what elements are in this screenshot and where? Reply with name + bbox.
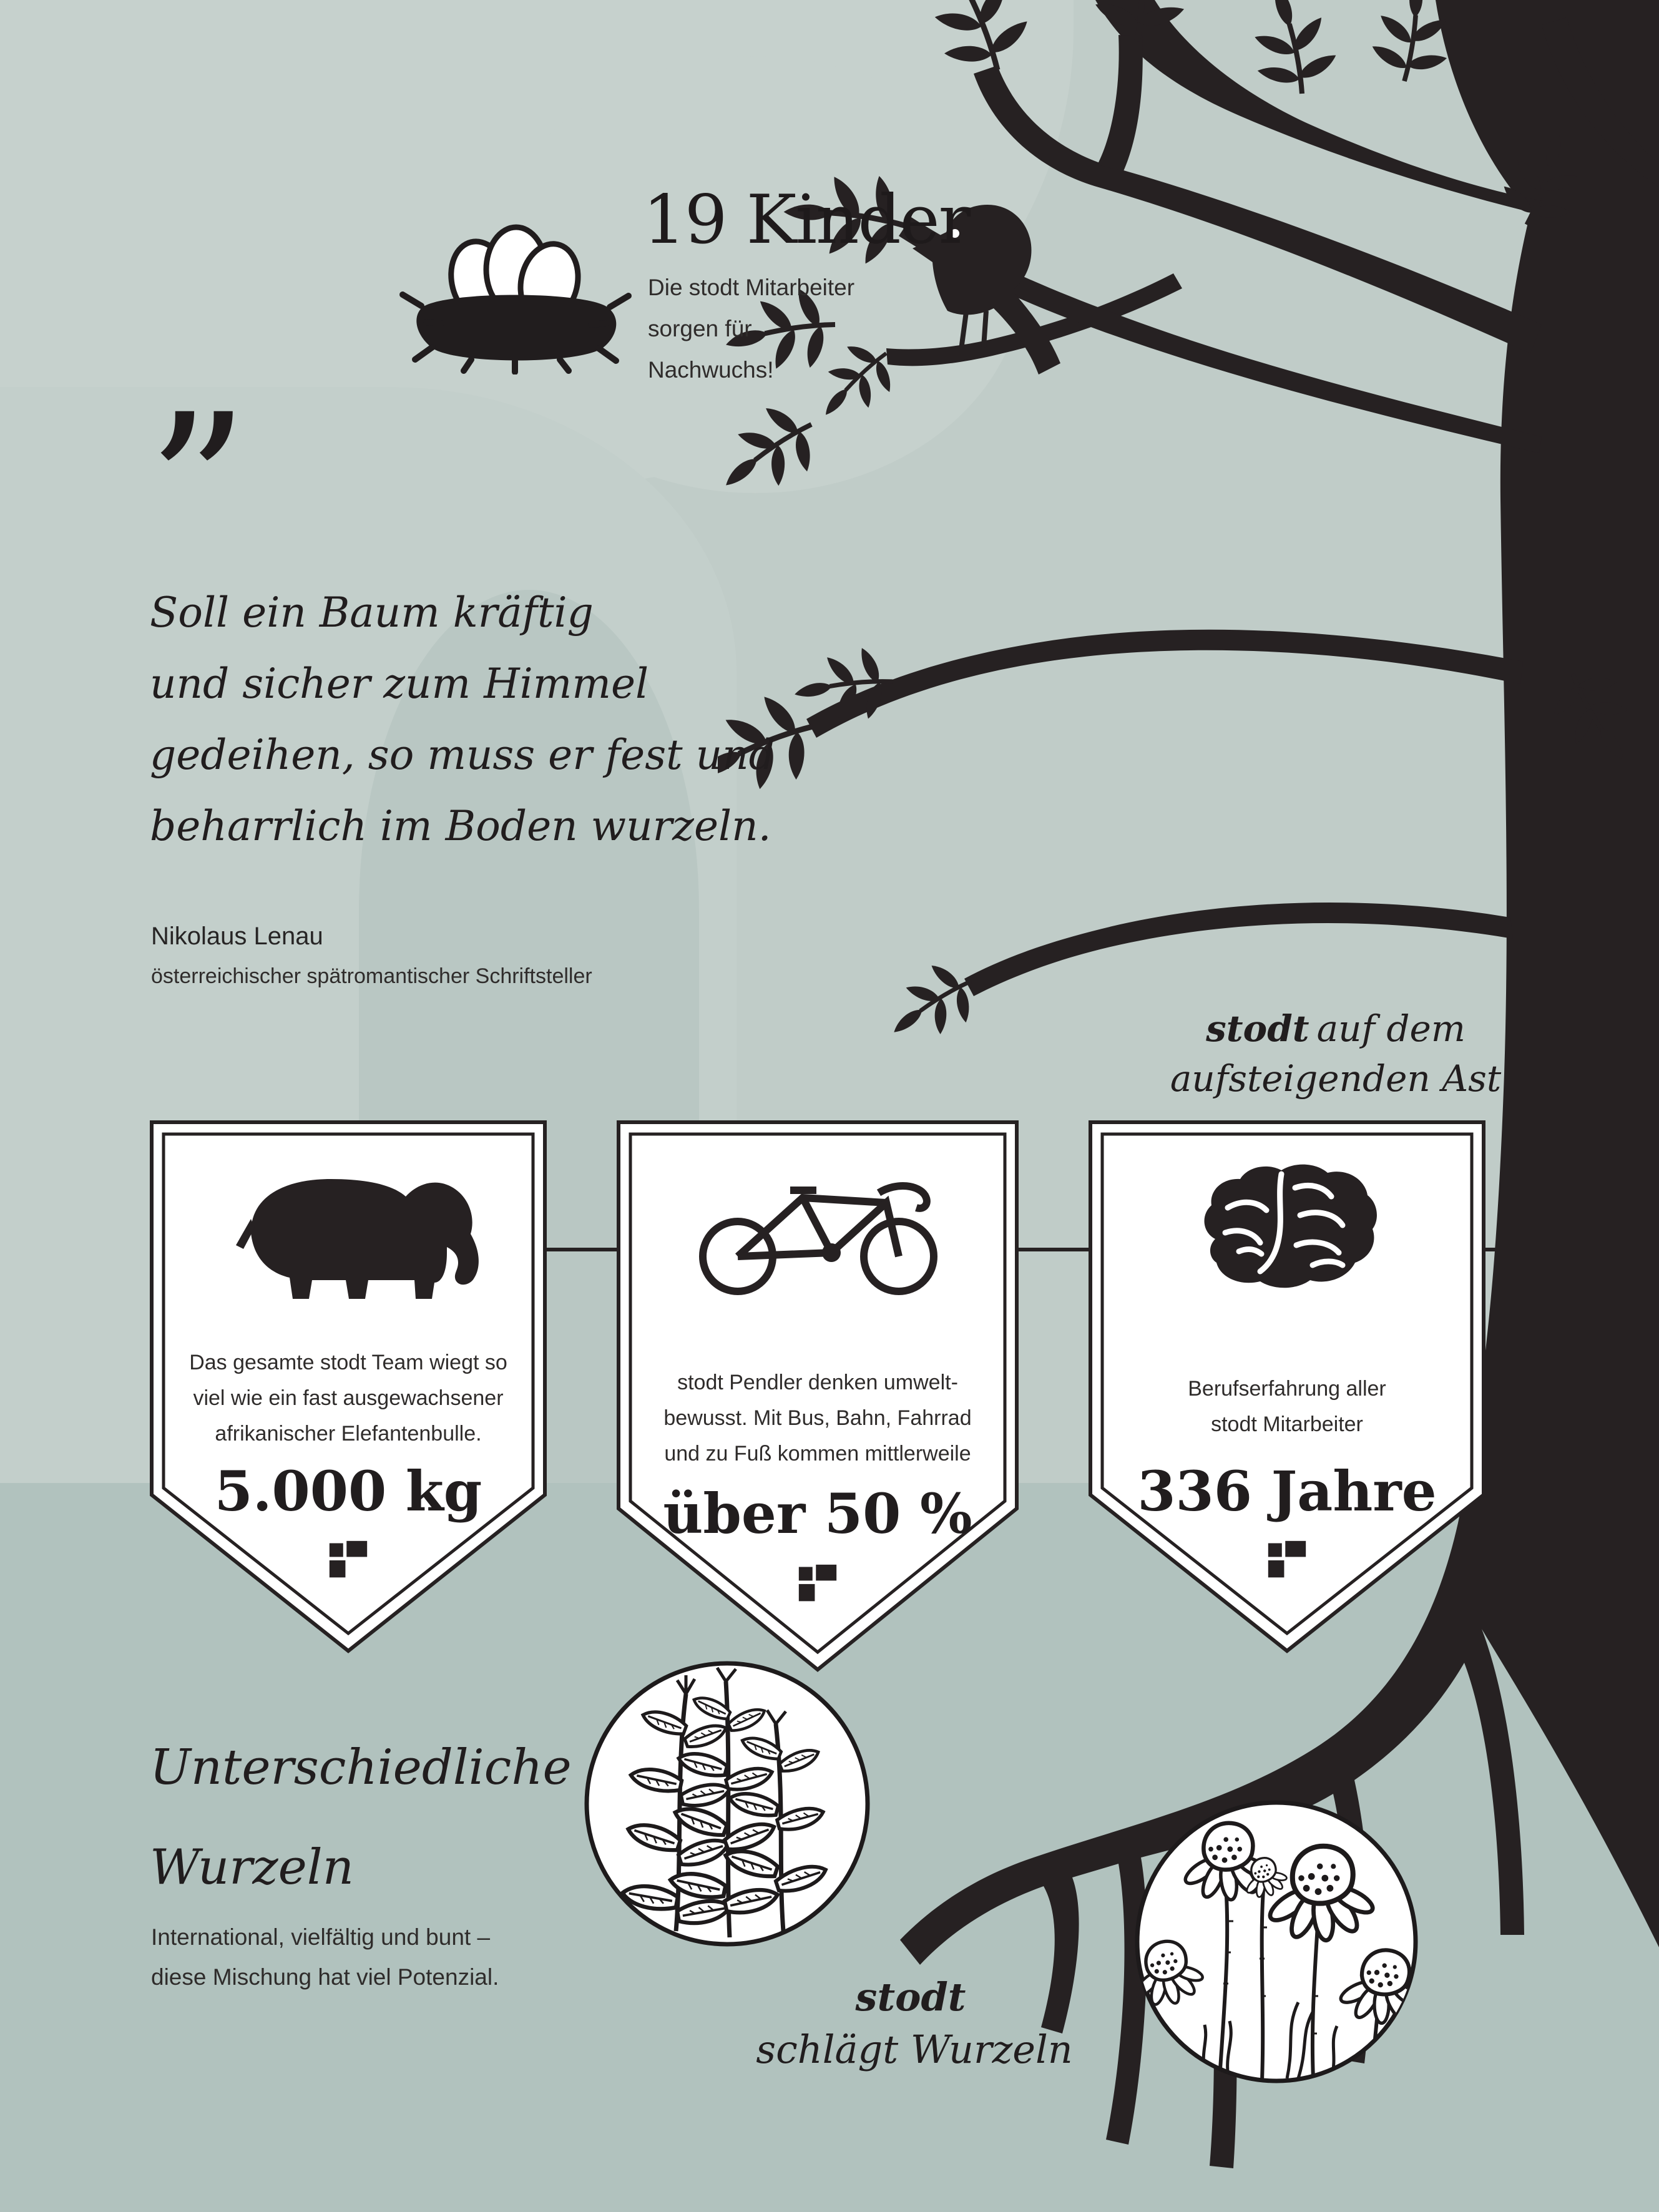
quote-mark-icon: ” bbox=[147, 372, 249, 604]
stat-value: 336 Jahre bbox=[1137, 1459, 1437, 1524]
roots-heading: Unterschiedliche Wurzeln bbox=[150, 1740, 572, 1896]
stat-kinder-caption: Die stodt Mitarbeiter sorgen für Nachwuchs! bbox=[648, 275, 855, 383]
brand-name: stodt bbox=[1206, 1007, 1309, 1050]
quote-text: Soll ein Baum kräftig und sicher zum Himmel gedeihen, so muss er fest und beharrlich im Boden wurzeln. bbox=[150, 589, 775, 850]
quote-author-role: österreichischer spätromantischer Schriftsteller bbox=[151, 964, 592, 988]
roots-body: International, vielfältig und bunt – diese Mischung hat viel Potenzial. bbox=[151, 1924, 499, 1990]
stat-value: über 50 % bbox=[663, 1481, 972, 1546]
stat-banner-weight: Das gesamte stodt Team wiegt so viel wie ein fast ausgewachsener afrikanischer Elefantenbulle. 5.000 kg bbox=[150, 1120, 547, 1655]
ast-label: stodt auf dem aufsteigenden Ast bbox=[1170, 1007, 1502, 1100]
bicycle-icon bbox=[680, 1158, 955, 1301]
brain-icon bbox=[1190, 1158, 1384, 1301]
wurzeln-label: stodt schlägt Wurzeln bbox=[756, 1974, 1073, 2072]
nest-icon bbox=[396, 200, 634, 374]
chamomile-circle-illustration bbox=[1131, 1796, 1422, 2087]
brand-name: stodt bbox=[855, 1974, 966, 2020]
stat-value: 5.000 kg bbox=[214, 1459, 482, 1524]
stodt-logo-icon bbox=[798, 1564, 838, 1603]
stat-banner-experience: Berufserfahrung aller stodt Mitarbeiter 336 Jahre bbox=[1089, 1120, 1485, 1655]
mint-circle-illustration bbox=[582, 1659, 872, 1949]
stat-kinder-value: 19 Kinder bbox=[643, 181, 970, 259]
stat-banner-commute: stodt Pendler denken umwelt- bewusst. Mit Bus, Bahn, Fahrrad und zu Fuß kommen mittlerweile über 50 % bbox=[617, 1120, 1019, 1673]
quote-author: Nikolaus Lenau bbox=[151, 922, 323, 950]
elephant-icon bbox=[211, 1158, 486, 1301]
stodt-logo-icon bbox=[328, 1540, 368, 1580]
stodt-logo-icon bbox=[1267, 1540, 1307, 1580]
